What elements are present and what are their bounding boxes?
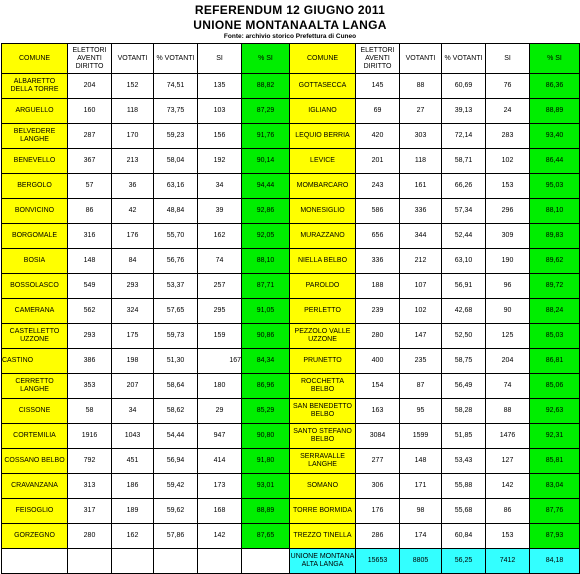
cell-votanti: 34 xyxy=(112,399,154,424)
cell-elettori: 316 xyxy=(68,224,112,249)
cell-si: 192 xyxy=(198,149,242,174)
cell-votanti: 84 xyxy=(112,249,154,274)
cell-votanti: 207 xyxy=(112,374,154,399)
cell-pct-si: 89,62 xyxy=(530,249,580,274)
cell-si: 1476 xyxy=(486,424,530,449)
cell-pct-si: 90,14 xyxy=(242,149,290,174)
cell-elettori: 293 xyxy=(68,324,112,349)
cell-comune: PAROLDO xyxy=(290,274,356,299)
table-row xyxy=(2,124,580,149)
cell-pct-votanti: 59,62 xyxy=(154,499,198,524)
cell-comune: NIELLA BELBO xyxy=(290,249,356,274)
cell-votanti: 171 xyxy=(400,474,442,499)
cell-pct-votanti: 58,75 xyxy=(442,349,486,374)
cell-votanti: 87 xyxy=(400,374,442,399)
cell-comune: BONVICINO xyxy=(2,199,68,224)
cell-comune: COSSANO BELBO xyxy=(2,449,68,474)
cell-comune: MURAZZANO xyxy=(290,224,356,249)
cell-pct-si: 88,89 xyxy=(242,499,290,524)
cell-votanti: 161 xyxy=(400,174,442,199)
cell-comune: TORRE BORMIDA xyxy=(290,499,356,524)
cell-pct-votanti: 59,23 xyxy=(154,124,198,149)
cell-comune: GOTTASECCA xyxy=(290,74,356,99)
table-row xyxy=(2,349,580,374)
col-header-si: SI xyxy=(198,44,242,74)
cell-comune: SAN BENEDETTO BELBO xyxy=(290,399,356,424)
cell-si: 76 xyxy=(486,74,530,99)
cell-pct-si: 93,01 xyxy=(242,474,290,499)
empty-cell xyxy=(2,549,68,574)
cell-si: 142 xyxy=(198,524,242,549)
cell-comune: CORTEMILIA xyxy=(2,424,68,449)
cell-comune: SERRAVALLE LANGHE xyxy=(290,449,356,474)
cell-comune: ALBARETTO DELLA TORRE xyxy=(2,74,68,99)
cell-comune: CISSONE xyxy=(2,399,68,424)
cell-pct-si: 84,34 xyxy=(242,349,290,374)
total-si: 7412 xyxy=(486,549,530,574)
cell-elettori: 277 xyxy=(356,449,400,474)
cell-comune: LEVICE xyxy=(290,149,356,174)
cell-elettori: 58 xyxy=(68,399,112,424)
cell-comune: FEISOGLIO xyxy=(2,499,68,524)
total-votanti: 8805 xyxy=(400,549,442,574)
table-row xyxy=(2,474,580,499)
cell-pct-votanti: 59,73 xyxy=(154,324,198,349)
table-row xyxy=(2,499,580,524)
cell-comune: CRAVANZANA xyxy=(2,474,68,499)
cell-votanti: 102 xyxy=(400,299,442,324)
table-row xyxy=(2,99,580,124)
cell-elettori: 239 xyxy=(356,299,400,324)
cell-si: 296 xyxy=(486,199,530,224)
cell-pct-si: 91,05 xyxy=(242,299,290,324)
cell-si: 167 xyxy=(198,349,242,374)
cell-elettori: 163 xyxy=(356,399,400,424)
cell-votanti: 235 xyxy=(400,349,442,374)
cell-votanti: 176 xyxy=(112,224,154,249)
cell-elettori: 336 xyxy=(356,249,400,274)
cell-comune: CERRETTO LANGHE xyxy=(2,374,68,399)
cell-pct-si: 90,86 xyxy=(242,324,290,349)
col-header-pct-votanti: % VOTANTI xyxy=(154,44,198,74)
cell-pct-si: 90,80 xyxy=(242,424,290,449)
cell-votanti: 148 xyxy=(400,449,442,474)
cell-votanti: 186 xyxy=(112,474,154,499)
cell-comune: BOSIA xyxy=(2,249,68,274)
cell-si: 39 xyxy=(198,199,242,224)
cell-si: 125 xyxy=(486,324,530,349)
cell-elettori: 201 xyxy=(356,149,400,174)
cell-pct-si: 85,29 xyxy=(242,399,290,424)
cell-elettori: 145 xyxy=(356,74,400,99)
cell-elettori: 148 xyxy=(68,249,112,274)
cell-si: 88 xyxy=(486,399,530,424)
cell-comune: BOSSOLASCO xyxy=(2,274,68,299)
document-title: REFERENDUM 12 GIUGNO 2011 xyxy=(194,3,386,17)
cell-si: 153 xyxy=(486,524,530,549)
cell-elettori: 287 xyxy=(68,124,112,149)
cell-elettori: 562 xyxy=(68,299,112,324)
cell-pct-si: 86,96 xyxy=(242,374,290,399)
cell-votanti: 1043 xyxy=(112,424,154,449)
cell-comune: PRUNETTO xyxy=(290,349,356,374)
cell-pct-votanti: 63,10 xyxy=(442,249,486,274)
cell-elettori: 586 xyxy=(356,199,400,224)
cell-pct-votanti: 53,37 xyxy=(154,274,198,299)
cell-votanti: 107 xyxy=(400,274,442,299)
cell-elettori: 160 xyxy=(68,99,112,124)
cell-votanti: 36 xyxy=(112,174,154,199)
cell-pct-votanti: 51,30 xyxy=(154,349,198,374)
cell-votanti: 174 xyxy=(400,524,442,549)
cell-pct-votanti: 55,68 xyxy=(442,499,486,524)
cell-comune: MONESIGLIO xyxy=(290,199,356,224)
cell-comune: TREZZO TINELLA xyxy=(290,524,356,549)
cell-pct-votanti: 66,26 xyxy=(442,174,486,199)
cell-pct-si: 85,03 xyxy=(530,324,580,349)
table-row xyxy=(2,524,580,549)
cell-pct-votanti: 39,13 xyxy=(442,99,486,124)
cell-si: 127 xyxy=(486,449,530,474)
cell-elettori: 280 xyxy=(68,524,112,549)
col-header-si: SI xyxy=(486,44,530,74)
cell-si: 29 xyxy=(198,399,242,424)
cell-si: 309 xyxy=(486,224,530,249)
cell-si: 24 xyxy=(486,99,530,124)
cell-pct-votanti: 55,88 xyxy=(442,474,486,499)
cell-pct-votanti: 55,70 xyxy=(154,224,198,249)
total-label: UNIONE MONTANA ALTA LANGA xyxy=(290,549,356,574)
cell-pct-si: 88,82 xyxy=(242,74,290,99)
cell-votanti: 303 xyxy=(400,124,442,149)
cell-comune: BERGOLO xyxy=(2,174,68,199)
cell-elettori: 3084 xyxy=(356,424,400,449)
cell-elettori: 549 xyxy=(68,274,112,299)
cell-pct-votanti: 58,28 xyxy=(442,399,486,424)
cell-elettori: 353 xyxy=(68,374,112,399)
cell-votanti: 27 xyxy=(400,99,442,124)
cell-pct-si: 91,76 xyxy=(242,124,290,149)
cell-votanti: 213 xyxy=(112,149,154,174)
cell-elettori: 317 xyxy=(68,499,112,524)
cell-comune: CAMERANA xyxy=(2,299,68,324)
cell-elettori: 243 xyxy=(356,174,400,199)
document-subtitle: UNIONE MONTANAALTA LANGA xyxy=(193,18,387,32)
cell-si: 74 xyxy=(198,249,242,274)
cell-si: 283 xyxy=(486,124,530,149)
cell-pct-votanti: 74,51 xyxy=(154,74,198,99)
cell-si: 947 xyxy=(198,424,242,449)
cell-pct-votanti: 52,50 xyxy=(442,324,486,349)
cell-pct-si: 87,76 xyxy=(530,499,580,524)
cell-pct-si: 92,31 xyxy=(530,424,580,449)
cell-si: 162 xyxy=(198,224,242,249)
cell-pct-si: 87,71 xyxy=(242,274,290,299)
cell-pct-votanti: 58,62 xyxy=(154,399,198,424)
cell-pct-votanti: 53,43 xyxy=(442,449,486,474)
empty-cell xyxy=(112,549,154,574)
cell-pct-votanti: 51,85 xyxy=(442,424,486,449)
cell-comune: CASTELLETTO UZZONE xyxy=(2,324,68,349)
cell-pct-votanti: 56,76 xyxy=(154,249,198,274)
cell-si: 190 xyxy=(486,249,530,274)
cell-pct-si: 87,65 xyxy=(242,524,290,549)
cell-comune: GORZEGNO xyxy=(2,524,68,549)
cell-elettori: 280 xyxy=(356,324,400,349)
cell-comune: MOMBARCARO xyxy=(290,174,356,199)
source-note: Fonte: archivio storico Prefettura di Cuneo xyxy=(223,33,357,40)
cell-votanti: 175 xyxy=(112,324,154,349)
cell-pct-si: 86,36 xyxy=(530,74,580,99)
cell-pct-votanti: 56,49 xyxy=(442,374,486,399)
col-header-pct-si: % SI xyxy=(242,44,290,74)
cell-si: 257 xyxy=(198,274,242,299)
cell-elettori: 792 xyxy=(68,449,112,474)
cell-si: 86 xyxy=(486,499,530,524)
cell-si: 156 xyxy=(198,124,242,149)
table-row xyxy=(2,74,580,99)
cell-si: 173 xyxy=(198,474,242,499)
header-row xyxy=(2,44,580,74)
col-header-pct-si: % SI xyxy=(530,44,580,74)
cell-comune: PERLETTO xyxy=(290,299,356,324)
col-header-comune: COMUNE xyxy=(2,44,68,74)
cell-pct-votanti: 60,84 xyxy=(442,524,486,549)
cell-comune: LEQUIO BERRIA xyxy=(290,124,356,149)
cell-pct-votanti: 52,44 xyxy=(442,224,486,249)
empty-cell xyxy=(68,549,112,574)
empty-cell xyxy=(198,549,242,574)
cell-elettori: 176 xyxy=(356,499,400,524)
cell-elettori: 656 xyxy=(356,224,400,249)
col-header-pct-votanti: % VOTANTI xyxy=(442,44,486,74)
table-row xyxy=(2,299,580,324)
cell-si: 414 xyxy=(198,449,242,474)
empty-cell xyxy=(154,549,198,574)
cell-votanti: 147 xyxy=(400,324,442,349)
cell-votanti: 152 xyxy=(112,74,154,99)
table-row xyxy=(2,274,580,299)
cell-pct-votanti: 56,91 xyxy=(442,274,486,299)
cell-pct-si: 88,10 xyxy=(242,249,290,274)
cell-pct-votanti: 42,68 xyxy=(442,299,486,324)
cell-pct-si: 92,86 xyxy=(242,199,290,224)
cell-pct-votanti: 57,65 xyxy=(154,299,198,324)
cell-comune: IGLIANO xyxy=(290,99,356,124)
cell-votanti: 88 xyxy=(400,74,442,99)
cell-votanti: 324 xyxy=(112,299,154,324)
cell-pct-si: 88,10 xyxy=(530,199,580,224)
cell-pct-si: 89,72 xyxy=(530,274,580,299)
cell-si: 295 xyxy=(198,299,242,324)
col-header-comune: COMUNE xyxy=(290,44,356,74)
cell-elettori: 69 xyxy=(356,99,400,124)
cell-pct-si: 92,05 xyxy=(242,224,290,249)
col-header-elettori: ELETTORI AVENTI DIRITTO xyxy=(68,44,112,74)
cell-elettori: 86 xyxy=(68,199,112,224)
cell-elettori: 386 xyxy=(68,349,112,374)
cell-elettori: 57 xyxy=(68,174,112,199)
cell-votanti: 118 xyxy=(112,99,154,124)
cell-elettori: 306 xyxy=(356,474,400,499)
cell-comune: SOMANO xyxy=(290,474,356,499)
cell-elettori: 154 xyxy=(356,374,400,399)
table-row xyxy=(2,249,580,274)
results-table xyxy=(1,43,580,574)
cell-pct-votanti: 54,44 xyxy=(154,424,198,449)
cell-pct-si: 88,89 xyxy=(530,99,580,124)
cell-pct-votanti: 57,86 xyxy=(154,524,198,549)
cell-comune: SANTO STEFANO BELBO xyxy=(290,424,356,449)
table-row xyxy=(2,174,580,199)
cell-si: 135 xyxy=(198,74,242,99)
cell-votanti: 98 xyxy=(400,499,442,524)
total-row xyxy=(2,549,580,574)
cell-votanti: 336 xyxy=(400,199,442,224)
cell-si: 153 xyxy=(486,174,530,199)
cell-votanti: 293 xyxy=(112,274,154,299)
cell-pct-votanti: 58,71 xyxy=(442,149,486,174)
cell-pct-si: 85,06 xyxy=(530,374,580,399)
table-row xyxy=(2,149,580,174)
cell-si: 168 xyxy=(198,499,242,524)
table-row xyxy=(2,424,580,449)
cell-votanti: 451 xyxy=(112,449,154,474)
cell-elettori: 188 xyxy=(356,274,400,299)
cell-pct-si: 87,29 xyxy=(242,99,290,124)
cell-pct-si: 91,80 xyxy=(242,449,290,474)
cell-pct-si: 87,93 xyxy=(530,524,580,549)
cell-pct-votanti: 60,69 xyxy=(442,74,486,99)
cell-comune: ROCCHETTA BELBO xyxy=(290,374,356,399)
cell-pct-votanti: 63,16 xyxy=(154,174,198,199)
cell-votanti: 344 xyxy=(400,224,442,249)
cell-pct-si: 89,83 xyxy=(530,224,580,249)
cell-si: 103 xyxy=(198,99,242,124)
cell-pct-si: 88,24 xyxy=(530,299,580,324)
cell-comune: ARGUELLO xyxy=(2,99,68,124)
empty-cell xyxy=(242,549,290,574)
cell-comune: BENEVELLO xyxy=(2,149,68,174)
cell-si: 90 xyxy=(486,299,530,324)
cell-elettori: 1916 xyxy=(68,424,112,449)
col-header-votanti: VOTANTI xyxy=(400,44,442,74)
cell-elettori: 313 xyxy=(68,474,112,499)
cell-votanti: 170 xyxy=(112,124,154,149)
cell-pct-si: 93,40 xyxy=(530,124,580,149)
table-row xyxy=(2,374,580,399)
cell-elettori: 367 xyxy=(68,149,112,174)
cell-si: 96 xyxy=(486,274,530,299)
cell-pct-si: 85,81 xyxy=(530,449,580,474)
cell-elettori: 204 xyxy=(68,74,112,99)
cell-pct-si: 92,63 xyxy=(530,399,580,424)
cell-pct-votanti: 72,14 xyxy=(442,124,486,149)
cell-votanti: 162 xyxy=(112,524,154,549)
col-header-votanti: VOTANTI xyxy=(112,44,154,74)
cell-pct-votanti: 57,34 xyxy=(442,199,486,224)
cell-si: 74 xyxy=(486,374,530,399)
cell-votanti: 212 xyxy=(400,249,442,274)
cell-votanti: 1599 xyxy=(400,424,442,449)
table-row xyxy=(2,399,580,424)
cell-si: 180 xyxy=(198,374,242,399)
cell-elettori: 286 xyxy=(356,524,400,549)
table-row xyxy=(2,324,580,349)
total-pct-votanti: 56,25 xyxy=(442,549,486,574)
table-row xyxy=(2,449,580,474)
cell-pct-si: 83,04 xyxy=(530,474,580,499)
total-pct-si: 84,18 xyxy=(530,549,580,574)
cell-si: 142 xyxy=(486,474,530,499)
cell-votanti: 42 xyxy=(112,199,154,224)
cell-votanti: 198 xyxy=(112,349,154,374)
cell-pct-votanti: 56,94 xyxy=(154,449,198,474)
cell-pct-si: 86,44 xyxy=(530,149,580,174)
cell-votanti: 189 xyxy=(112,499,154,524)
cell-comune: PEZZOLO VALLE UZZONE xyxy=(290,324,356,349)
cell-pct-votanti: 58,64 xyxy=(154,374,198,399)
cell-votanti: 118 xyxy=(400,149,442,174)
cell-si: 34 xyxy=(198,174,242,199)
cell-pct-si: 95,03 xyxy=(530,174,580,199)
cell-pct-votanti: 73,75 xyxy=(154,99,198,124)
cell-elettori: 400 xyxy=(356,349,400,374)
cell-pct-votanti: 58,04 xyxy=(154,149,198,174)
cell-comune: BORGOMALE xyxy=(2,224,68,249)
cell-votanti: 95 xyxy=(400,399,442,424)
col-header-elettori: ELETTORI AVENTI DIRITTO xyxy=(356,44,400,74)
cell-pct-votanti: 59,42 xyxy=(154,474,198,499)
cell-comune: BELVEDERE LANGHE xyxy=(2,124,68,149)
cell-pct-si: 94,44 xyxy=(242,174,290,199)
cell-si: 204 xyxy=(486,349,530,374)
table-row xyxy=(2,224,580,249)
cell-si: 159 xyxy=(198,324,242,349)
cell-comune: CASTINO xyxy=(2,349,68,374)
cell-si: 102 xyxy=(486,149,530,174)
cell-pct-si: 86,81 xyxy=(530,349,580,374)
cell-pct-votanti: 48,84 xyxy=(154,199,198,224)
table-row xyxy=(2,199,580,224)
total-elettori: 15653 xyxy=(356,549,400,574)
cell-elettori: 420 xyxy=(356,124,400,149)
